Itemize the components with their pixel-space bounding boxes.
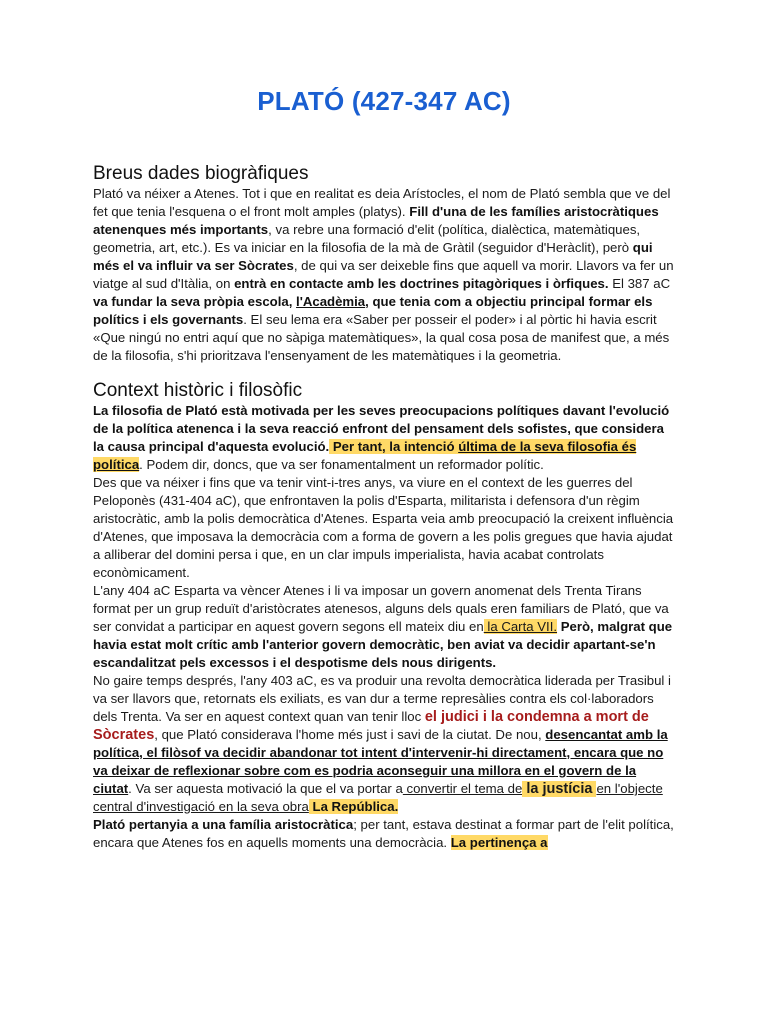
text-run: No gaire temps després, l'any 403 aC, es va produir una revolta democràtica liderada per Trasibul i va ser llavors que, retornats els exiliats, es van dur a terme represàlies contra els col·laboradors dels Trenta. Va ser en aquest context quan van tenir lloc [93,673,671,724]
highlight-big-run: la justícia [522,781,597,797]
context-paragraph-3 [93,582,675,672]
bold-run: La filosofia de Plató està motivada per les seves preocupacions polítiques davant l'evolució de la política atenenca i la seva reacció enfront del pensament dels sofistes, que considera la causa principal d'aquesta evolució. [93,403,670,454]
text-run: . Va ser aquesta motivació la que el va portar a [128,781,403,796]
text-run: ; per tant, estava destinat a formar part de l'elit política, encara que Atenes fos en aquells moments una democràcia. [93,817,674,850]
text-run: , de qui va ser deixeble fins que aquell va morir. Llavors va fer un viatge al sud d'Itàlia, on [93,258,674,291]
context-paragraph-1 [93,402,675,474]
bold-run: va fundar la seva pròpia escola, [93,294,297,309]
bold-underlined-run: desencantat amb la política, el filòsof va decidir abandonar tot intent d'intervenir-hi directament, encara que no va deixar de reflexionar sobre com es podria aconseguir una millora en el govern de la ciutat [93,727,668,796]
red-bold-run: el judici i la condemna a mort de Sòcrates [93,709,649,743]
bold-run: Però, malgrat que havia estat molt crític amb l'anterior govern democràtic, ben aviat va decidir apartant-se'n escandalitzat pels excessos i el despotisme dels nous dirigents. [93,619,673,670]
bold-run: , que tenia com a objectiu principal formar els polítics i els governants [93,294,653,327]
section-heading-bio: Breus dades biogràfiques [93,163,309,184]
text-run: . Podem dir, doncs, que va ser fonamentalment un reformador polític. [139,457,544,472]
page-title: PLATÓ (427-347 AC) [257,86,511,116]
text-run: , va rebre una formació d'elit (política, dialèctica, matemàtiques, geometria, art, etc.). Es va iniciar en la filosofia de la mà de Gràtil (seguidor d'Heràclit), però [93,222,641,255]
text-run: . El seu lema era «Saber per posseir el poder» i al pòrtic hi havia escrit «Que ningú no entri aquí que no sàpiga matemàtiques», la qual cosa posa de manifest que, a més de la filosofia, s'hi prioritzava l'ensenyament de les matemàtiques i la geometria. [93,312,670,363]
bold-run: Plató pertanyia a una família aristocràtica [93,817,354,832]
context-paragraph-5 [93,816,675,852]
bold-run: entrà en contacte amb les doctrines pitagòriques i òrfiques. [234,276,609,291]
context-paragraph-2: Des que va néixer i fins que va tenir vint-i-tres anys, va viure en el context de les guerres del Peloponès (431-404 aC), que enfrontaven la polis d'Esparta, militarista i defensora d'un règim aristocràtic, amb la polis democràtica d'Atenes. Esparta veia amb preocupació la creixent influència d'Atenes, que imposava la democràcia com a forma de govern a les polis gregues que havia ajudat a alliberar del domini persa i que, en un clar impuls imperialista, havia acabat controlats econòmicament. [93,475,674,580]
text-run: Plató va néixer a Atenes. Tot i que en realitat es deia Arístocles, el nom de Plató sembla que ve del fet que tenia l'esquena o el front molt amples (platys). [93,186,671,219]
bold-underlined-run: l'Acadèmia [296,294,366,309]
text-run: L'any 404 aC Esparta va vèncer Atenes i li va imposar un govern anomenat dels Trenta Tirans format per un grup reduït d'aristòcrates atenesos, alguns dels quals eren familiars de Plató, que va ser convidat a participar en aquest govern segons ell mateix diu en [93,583,669,634]
bold-run: qui més el va influir va ser Sòcrates [93,240,653,273]
bio-paragraph [93,185,675,365]
highlight-bold-run: La pertinença a [450,835,548,850]
text-run: , que Plató considerava l'home més just i savi de la ciutat. De nou, [154,727,546,742]
underlined-run: convertir el tema de [402,781,523,796]
section-heading-context: Context històric i filosòfic [93,380,303,401]
context-paragraph-4 [93,672,675,816]
highlight-underlined-run: la Carta VII. [483,619,558,634]
underlined-run: en l'objecte central d'investigació en la seva obra [93,781,663,814]
bold-run: Fill d'una de les famílies aristocràtiques atenenques més importants [93,204,659,237]
highlight-underlined-run: última de la seva filosofia és política [93,439,637,472]
highlight-run: Per tant, la intenció [329,439,459,454]
text-run: El 387 aC [608,276,671,291]
highlight-bold-run: La República. [308,799,399,814]
